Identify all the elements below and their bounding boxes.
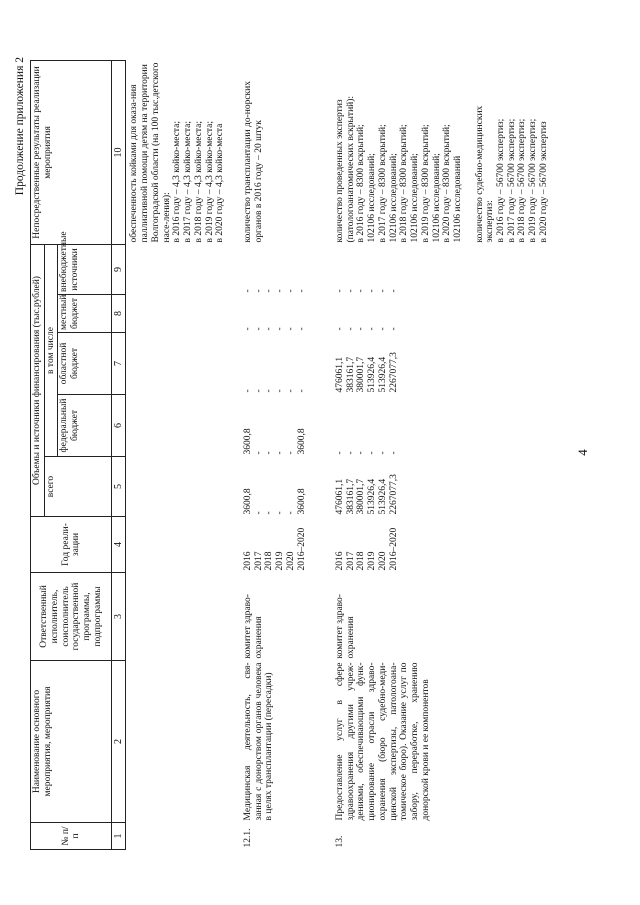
col-num: 10 bbox=[112, 60, 126, 244]
header-total: всего bbox=[44, 457, 112, 517]
header-num: № п/п bbox=[31, 823, 112, 850]
continuation-note: Продолжение приложения 2 bbox=[14, 57, 26, 196]
header-local: местный бюджет bbox=[58, 295, 112, 333]
cell-exec: комитет здраво-охранения bbox=[242, 594, 264, 659]
header-extra: внебюджетные источники bbox=[58, 244, 112, 294]
cell-regional: - - - - - - bbox=[242, 389, 307, 393]
cell-id bbox=[126, 823, 240, 850]
header-federal: федеральный бюджет bbox=[58, 395, 112, 457]
cell-regional bbox=[126, 333, 240, 395]
col-num: 4 bbox=[112, 517, 126, 573]
cell-local bbox=[126, 295, 240, 333]
col-num: 2 bbox=[112, 661, 126, 823]
cell-name bbox=[126, 661, 240, 823]
header-funding: Объемы и источники финансирования (тыс.рублей) bbox=[31, 244, 45, 516]
cell-result: количество трансплантации до-норских органов в 2016 году – 20 штук bbox=[242, 80, 264, 243]
cell-years bbox=[126, 517, 240, 573]
table-row bbox=[332, 60, 550, 849]
table-row bbox=[240, 60, 332, 849]
column-numbers-row bbox=[112, 60, 126, 849]
col-num: 8 bbox=[112, 295, 126, 333]
header-results: Непосредственные результаты реализации мероприятия bbox=[31, 60, 112, 244]
header-regional: областной бюджет bbox=[58, 333, 112, 395]
header-incl: в том числе bbox=[44, 244, 58, 456]
cell-total: 476061,1 383161,7 380001,7 513926,4 513926,4 2267077,3 bbox=[334, 474, 399, 515]
cell-regional: 476061,1 383161,7 380001,7 513926,4 513926,4 2267077,3 bbox=[334, 352, 399, 393]
cell-name: Медицинская деятельность, свя-занная с донорством органов человека в целях трансплантации (пересадки) bbox=[242, 662, 275, 821]
header-name: Наименование основного мероприятия, мероприятия bbox=[31, 661, 112, 823]
cell-federal bbox=[126, 395, 240, 457]
cell-years: 2016 2017 2018 2019 2020 2016–2020 bbox=[334, 527, 399, 571]
cell-federal: 3600,8 - - - - 3600,8 bbox=[242, 428, 307, 455]
cell-local: - - - - - - bbox=[334, 327, 399, 331]
page-number: 4 bbox=[575, 449, 590, 456]
col-num: 9 bbox=[112, 244, 126, 294]
col-num: 3 bbox=[112, 573, 126, 661]
header-executor: Ответственный исполнитель, соисполнитель государственной программы, подпрограммы bbox=[31, 573, 112, 661]
cell-id: 13. bbox=[334, 835, 345, 848]
table-row bbox=[126, 60, 240, 849]
cell-federal: - - - - - - bbox=[334, 451, 399, 455]
cell-exec bbox=[126, 573, 240, 661]
cell-extra: - - - - - - bbox=[242, 289, 307, 293]
col-num: 5 bbox=[112, 457, 126, 517]
cell-result: обеспеченность койками для оказа-ния паллиативной помощи детям на территории Волгоградской области (на 100 тыс.детского насе-ления): в 2016 году – 4,3 койко-места; в 2017 году – 4,3 койко-места; в 2018 году – 4,3 койко-места; в 2019 году – 4,3 койко-места; в 2020 году – 4,3 койко-места bbox=[129, 62, 226, 243]
cell-exec: комитет здраво-охранения bbox=[334, 594, 356, 659]
cell-id: 12.1. bbox=[242, 828, 253, 848]
header-year: Год реали-зации bbox=[31, 517, 112, 573]
cell-total bbox=[126, 457, 240, 517]
cell-name: Предоставление услуг в сфере здравоохранения другими учреж-дениями, обеспечивающими функ-ционирование отрасли здраво-охранения (бюро судебно-меди-цинской экспертизы, патологоана-томическое бюро). Оказание услуг по забору, переработке, хранению донорской крови и ее компонентов bbox=[334, 662, 431, 821]
cell-extra bbox=[126, 244, 240, 294]
col-num: 7 bbox=[112, 333, 126, 395]
cell-years: 2016 2017 2018 2019 2020 2016–2020 bbox=[242, 527, 307, 571]
col-num: 1 bbox=[112, 823, 126, 850]
cell-result: количество проведенных экспертиз (патологоанатомических вскрытий): в 2016 году – 8300 вскрытий; 102106 исследований; в 2017 году – 8300 вскрытий; 102106 исследований; в 2018 году – 8300 вскрытий; 102106 исследований; в 2019 году – 8300 вскрытий; 102106 исследований; в 2020 году – 8300 вскрытий; 102106 исследований количество судебно-медицинских экспертиз: в 2016 году – 56700 экспертиз; в 2017 году – 56700 экспертиз; в 2018 году – 56700 экспертиз; в 2019 году – 56700 экспертиз; в 2020 году – 56700 экспертиз bbox=[334, 95, 549, 243]
cell-total: 3600,8 - - - - 3600,8 bbox=[242, 488, 307, 515]
measures-table bbox=[30, 60, 550, 850]
col-num: 6 bbox=[112, 395, 126, 457]
cell-local: - - - - - - bbox=[242, 327, 307, 331]
cell-extra: - - - - - - bbox=[334, 289, 399, 293]
